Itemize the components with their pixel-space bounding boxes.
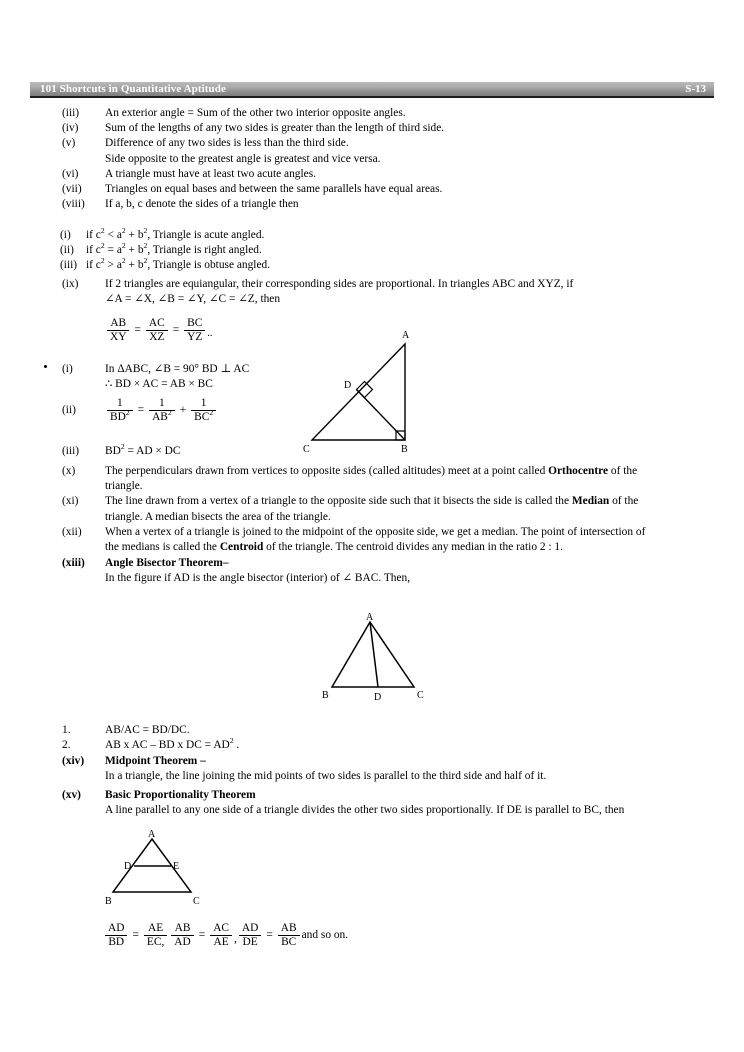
- case-text: [86, 228, 744, 243]
- vertex-label-a: A: [366, 612, 374, 623]
- relation-operator: >: [107, 259, 114, 272]
- case-text: [86, 243, 744, 258]
- numerator: BC: [184, 317, 205, 331]
- result-text: [105, 738, 744, 753]
- denominator-base: BD: [110, 410, 126, 423]
- list-item-continuation: [105, 510, 744, 525]
- list-marker: (xiii): [62, 557, 85, 569]
- case-prefix: if c: [86, 229, 101, 241]
- vertex-label-b: B: [401, 444, 408, 455]
- denominator: DE: [242, 935, 258, 948]
- text-segment: of the: [609, 495, 639, 508]
- result-body: AB x AC – BD x DC = AD: [105, 739, 230, 752]
- fraction-one-over-ab2: [149, 397, 175, 424]
- equals-operator: =: [172, 323, 180, 336]
- list-text: In the figure if AD is the angle bisector (interior) of ∠ BAC. Then,: [105, 572, 411, 585]
- list-marker: (xii): [62, 525, 82, 538]
- list-marker: (vi): [62, 167, 79, 180]
- list-text: In a triangle, the line joining the mid points of two sides is parallel to the third side and half of it.: [105, 770, 547, 783]
- fraction-ac-xz: [146, 317, 168, 344]
- keyword-orthocentre: Orthocentre: [548, 465, 609, 477]
- list-text: [105, 464, 744, 479]
- item-ii-reciprocal: [62, 397, 218, 424]
- case-mid: a: [116, 244, 122, 257]
- case-marker: (ii): [60, 244, 74, 257]
- list-text: A triangle must have at least two acute angles.: [105, 167, 316, 180]
- denominator: BC: [281, 935, 297, 948]
- text-segment: The perpendiculars drawn from vertices to opposite sides (called altitudes) meet at a point called: [105, 465, 549, 477]
- case-mid: a: [116, 229, 122, 241]
- vertex-label-d: D: [374, 692, 382, 703]
- list-marker: (x): [62, 465, 76, 477]
- list-text: triangle.: [105, 480, 143, 493]
- list-item: [62, 277, 744, 292]
- vertex-label-b: B: [322, 690, 329, 701]
- list-text: An exterior angle = Sum of the other two interior opposite angles.: [105, 107, 406, 119]
- list-item-continuation: [62, 152, 744, 167]
- case-marker: (i): [60, 229, 71, 241]
- numerator: AB: [278, 922, 300, 936]
- numerator: 1: [191, 397, 216, 411]
- denominator-base: BC: [194, 410, 210, 423]
- list-item-continuation: [105, 292, 744, 307]
- denominator: YZ: [187, 330, 203, 343]
- list-marker: (vii): [62, 183, 82, 196]
- fraction-ab-ad: [171, 922, 193, 949]
- case-suffix: , Triangle is acute angled.: [147, 229, 265, 241]
- relation-operator: =: [107, 244, 114, 257]
- list-text: If 2 triangles are equiangular, their corresponding sides are proportional. In triangles ABC and XYZ, if: [105, 278, 574, 290]
- figure-angle-bisector: [318, 612, 428, 704]
- list-text: Side opposite to the greatest angle is greatest and vice versa.: [105, 152, 381, 165]
- case-text: [86, 258, 744, 273]
- list-marker: (ii): [62, 403, 76, 416]
- exponent: 2: [100, 241, 105, 251]
- numerator: AC: [146, 317, 168, 331]
- term-bd: BD: [105, 445, 121, 457]
- result-tail: .: [233, 739, 240, 752]
- vertex-label-e: E: [173, 861, 180, 872]
- case-row: [60, 258, 744, 273]
- result-text: AB/AC = BD/DC.: [105, 724, 190, 736]
- list-text: When a vertex of a triangle is joined to the midpoint of the opposite side, we get a median. The point of intersection of: [105, 525, 646, 538]
- item-xv: [0, 788, 744, 818]
- vertex-label-c: C: [417, 690, 424, 701]
- theorem-heading-row: [62, 556, 744, 571]
- equals-operator: =: [134, 323, 141, 336]
- numerator: 1: [149, 397, 175, 411]
- result-marker: 2.: [62, 739, 71, 752]
- denominator: AD: [174, 935, 191, 948]
- fraction-one-over-bc2: [191, 397, 216, 424]
- list-item: [62, 167, 744, 182]
- list-item-continuation: [105, 540, 744, 555]
- list-text: Sum of the lengths of any two sides is greater than the length of third side.: [105, 122, 445, 135]
- denominator: AE: [213, 935, 229, 948]
- theorem-body: [105, 803, 744, 818]
- item-xiii: [0, 556, 744, 586]
- equals-operator: =: [266, 928, 273, 941]
- fraction-ad-de: [239, 922, 261, 949]
- exponent: 2: [143, 256, 148, 266]
- case-plus: + b: [128, 259, 144, 272]
- comma-separator: ,: [234, 933, 237, 946]
- result-marker: 1.: [62, 724, 71, 736]
- theorem-body: [105, 769, 744, 784]
- list-marker: (ix): [62, 278, 79, 290]
- case-suffix: , Triangle is obtuse angled.: [147, 259, 271, 272]
- case-mid: a: [116, 259, 122, 272]
- exponent: 2: [121, 241, 126, 251]
- numerator: AD: [239, 922, 261, 936]
- exponent: 2: [229, 736, 234, 746]
- list-item: [62, 525, 744, 540]
- list-marker: (xv): [62, 789, 81, 801]
- list-marker: (xiv): [62, 755, 85, 767]
- equation-tail: ..: [207, 328, 213, 340]
- list-text: triangle. A median bisects the area of the triangle.: [105, 510, 331, 523]
- denominator: [149, 407, 175, 424]
- vertex-label-c: C: [193, 896, 200, 907]
- numerator: AD: [105, 922, 127, 936]
- vertex-label-c: C: [303, 444, 310, 455]
- exponent: 2: [121, 256, 126, 266]
- case-row: [60, 243, 744, 258]
- fraction-bc-yz: [184, 317, 205, 344]
- relation-operator: <: [107, 229, 114, 241]
- result-row: [62, 723, 744, 738]
- list-text: [105, 540, 744, 555]
- text-segment: The line drawn from a vertex of a triangle to the opposite side such that it bisects the side is called the: [105, 495, 572, 508]
- list-marker: (xi): [62, 495, 79, 508]
- numbered-results: [0, 723, 744, 753]
- result-row: [62, 738, 744, 753]
- equation-tail: and so on.: [301, 928, 349, 941]
- text-segment: of the: [608, 465, 638, 477]
- item-xiv: [0, 754, 744, 784]
- list-text: ∠A = ∠X, ∠B = ∠Y, ∠C = ∠Z, then: [105, 293, 281, 306]
- list-text: Difference of any two sides is less than the third side.: [105, 137, 349, 150]
- fraction-one-over-bd2: [107, 397, 133, 424]
- list-text: In ΔABC, ∠B = 90° BD ⊥ AC: [105, 363, 250, 375]
- case-plus: + b: [128, 244, 144, 257]
- item-ix: [0, 277, 744, 307]
- proportion-equation: [105, 317, 212, 344]
- denominator: [191, 407, 216, 424]
- text-segment: of the triangle. The centroid divides any median in the ratio 2 : 1.: [263, 541, 563, 554]
- keyword-median: Median: [571, 495, 610, 508]
- equals-operator: =: [198, 928, 206, 941]
- list-item: [62, 136, 744, 151]
- theorem-body: [105, 571, 744, 586]
- list-text: Triangles on equal bases and between the same parallels have equal areas.: [105, 183, 443, 196]
- vertex-label-a: A: [402, 330, 410, 341]
- fraction-ae-ec: [144, 922, 167, 949]
- denominator: BD: [108, 935, 125, 948]
- running-header: [30, 82, 714, 98]
- list-marker: (viii): [62, 198, 85, 211]
- vertex-label-a: A: [148, 829, 156, 840]
- theorem-heading-row: [62, 788, 744, 803]
- exponent: 2: [209, 407, 214, 417]
- equals-operator: =: [132, 928, 139, 941]
- list-text: [105, 494, 744, 509]
- list-marker: (v): [62, 137, 76, 150]
- exponent: 2: [125, 407, 130, 417]
- exponent: 2: [100, 226, 105, 236]
- list-marker: (iii): [62, 107, 80, 119]
- denominator: EC,: [146, 935, 165, 948]
- list-item: [62, 197, 744, 212]
- figure-right-triangle-altitude: [300, 322, 430, 457]
- list-item: [62, 121, 744, 136]
- exponent: 2: [120, 442, 125, 452]
- pythagorean-cases: [0, 228, 744, 274]
- theorem-title: Angle Bisector Theorem–: [105, 557, 229, 569]
- list-text: ∴ BD × AC = AB × BC: [105, 378, 213, 391]
- list-item: [62, 464, 744, 479]
- keyword-centroid: Centroid: [219, 541, 264, 554]
- theorem-heading-row: [62, 754, 744, 769]
- numerator: AC: [210, 922, 232, 936]
- theorem-title: Basic Proportionality Theorem: [105, 789, 256, 801]
- list-marker: (iv): [62, 122, 79, 135]
- fraction-ab-xy: [107, 317, 129, 344]
- equation-line: [103, 922, 348, 949]
- list-text: A line parallel to any one side of a triangle divides the other two sides proportionally. If DE is parallel to BC, then: [105, 804, 625, 817]
- case-prefix: if c: [86, 244, 101, 257]
- plus-operator: +: [179, 403, 187, 416]
- exponent: 2: [100, 256, 105, 266]
- exponent: 2: [143, 241, 148, 251]
- list-marker: (i): [62, 363, 73, 375]
- case-marker: (iii): [60, 259, 78, 272]
- numerator: 1: [107, 397, 133, 411]
- exponent: 2: [143, 226, 148, 236]
- list-item: [62, 494, 744, 509]
- page-number: S-13: [685, 82, 706, 95]
- case-plus: + b: [128, 229, 144, 241]
- list-item: [62, 106, 744, 121]
- equation-line: [105, 317, 212, 344]
- numerator: AB: [171, 922, 193, 936]
- list-marker: (iii): [62, 445, 80, 457]
- equals-operator: =: [137, 403, 145, 416]
- figure-basic-proportionality: [105, 826, 215, 911]
- theorem-title: Midpoint Theorem –: [105, 755, 206, 767]
- text-segment: the medians is called the: [105, 541, 220, 554]
- list-text: If a, b, c denote the sides of a triangle then: [105, 198, 299, 211]
- bpt-equation: [103, 922, 348, 949]
- vertex-label-d: D: [124, 861, 132, 872]
- book-title: 101 Shortcuts in Quantitative Aptitude: [40, 82, 226, 95]
- list-top: [0, 106, 744, 212]
- list-item: [62, 182, 744, 197]
- vertex-label-b: B: [105, 896, 112, 907]
- case-prefix: if c: [86, 259, 101, 272]
- numerator: AE: [144, 922, 167, 936]
- denominator: XY: [110, 330, 127, 343]
- vertex-label-d: D: [344, 380, 352, 391]
- case-row: [60, 228, 744, 243]
- denominator: [107, 407, 133, 424]
- numerator: AB: [107, 317, 129, 331]
- exponent: 2: [167, 407, 172, 417]
- fraction-ac-ae: [210, 922, 232, 949]
- list-mid: [0, 464, 744, 555]
- denominator-base: AB: [152, 410, 168, 423]
- equation-line: [62, 397, 218, 424]
- term-rest: = AD × DC: [124, 445, 181, 457]
- exponent: 2: [121, 226, 126, 236]
- list-item-continuation: [105, 479, 744, 494]
- case-suffix: , Triangle is right angled.: [147, 244, 262, 257]
- fraction-ad-bd: [105, 922, 127, 949]
- fraction-ab-bc: [278, 922, 300, 949]
- denominator: XZ: [149, 330, 165, 343]
